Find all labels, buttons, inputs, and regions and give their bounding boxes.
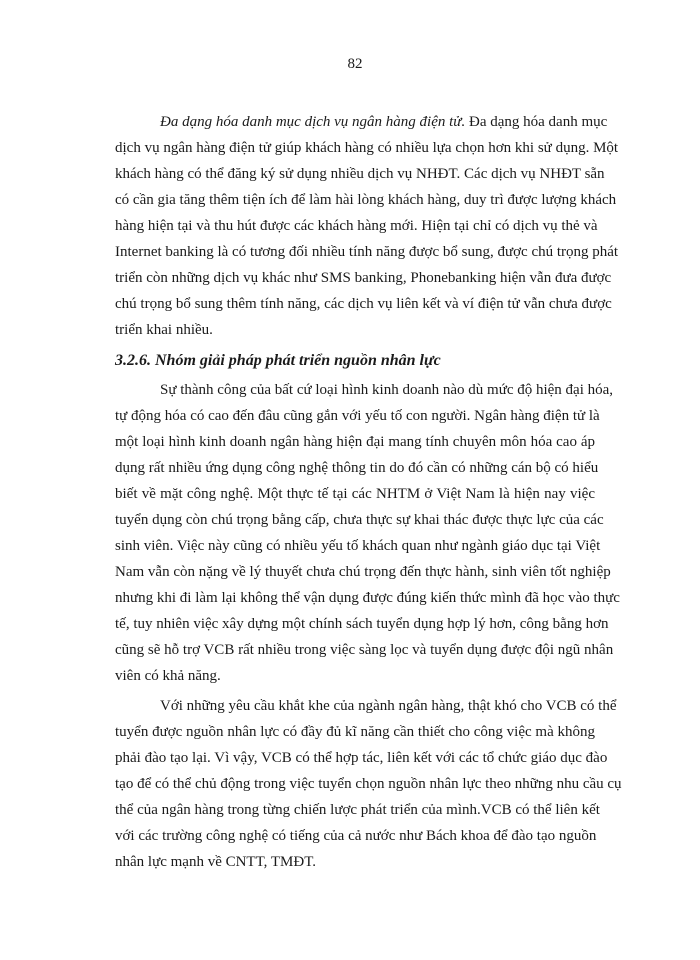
paragraph-2-line-8: Nam vẫn còn nặng về lý thuyết chưa chú trọng đến thực hành, sinh viên tốt nghiệp — [115, 564, 611, 580]
paragraph-2-line-2: tự động hóa có cao đến đâu cũng gắn với yếu tố con người. Ngân hàng điện tử là — [115, 408, 600, 424]
paragraph-3-line-1: Với những yêu cầu khắt khe của ngành ngân hàng, thật khó cho VCB có thể — [160, 698, 617, 714]
paragraph-3-line-2: tuyển được nguồn nhân lực có đầy đủ kĩ năng cần thiết cho công việc mà không — [115, 724, 595, 740]
paragraph-2-line-7: sinh viên. Việc này cũng có nhiều yếu tố khách quan như ngành giáo dục tại Việt — [115, 538, 601, 554]
paragraph-3-line-4: tạo để có thể chủ động trong việc tuyển chọn nguồn nhân lực theo những nhu cầu cụ — [115, 776, 622, 792]
paragraph-1-lead: Đa dạng hóa danh mục dịch vụ ngân hàng điện tử. — [160, 114, 466, 130]
paragraph-1-line-9: triển khai nhiều. — [115, 322, 213, 338]
paragraph-2-line-3: một loại hình kinh doanh ngân hàng hiện đại mang tính chuyên môn hóa cao áp — [115, 434, 595, 450]
paragraph-2-line-12: viên có khả năng. — [115, 668, 221, 684]
paragraph-1-line-5: hàng hiện tại và thu hút được các khách hàng mới. Hiện tại chỉ có dịch vụ thẻ và — [115, 218, 598, 234]
paragraph-1-line-8: chú trọng bổ sung thêm tính năng, các dịch vụ liên kết và ví điện tử vẫn chưa được — [115, 296, 612, 312]
paragraph-2-line-6: tuyển dụng còn chú trọng bằng cấp, chưa thực sự khai thác được thực lực của các — [115, 512, 604, 528]
paragraph-2-line-4: dụng rất nhiều ứng dụng công nghệ thông tin do đó cần có những cán bộ có hiểu — [115, 460, 599, 476]
paragraph-2-line-10: tế, tuy nhiên việc xây dựng một chính sách tuyển dụng hợp lý hơn, công bằng hơn — [115, 616, 609, 632]
page-number: 82 — [347, 56, 363, 72]
paragraph-2-line-11: cũng sẽ hỗ trợ VCB rất nhiều trong việc sàng lọc và tuyển dụng được đội ngũ nhân — [115, 642, 614, 658]
paragraph-1-line-3: khách hàng có thể đăng ký sử dụng nhiều dịch vụ NHĐT. Các dịch vụ NHĐT sẵn — [115, 166, 605, 182]
paragraph-1-line-4: có cần gia tăng thêm tiện ích để làm hài lòng khách hàng, duy trì được lượng khách — [115, 192, 617, 208]
paragraph-2-line-5: biết về mặt công nghệ. Một thực tế tại các NHTM ở Việt Nam là hiện nay việc — [115, 486, 595, 502]
paragraph-1-line-6: Internet banking là có tương đối nhiều tính năng được bổ sung, được chú trọng phát — [115, 244, 619, 260]
paragraph-3-line-7: nhân lực mạnh về CNTT, TMĐT. — [115, 854, 317, 870]
paragraph-1-line-1 — [115, 112, 608, 132]
paragraph-2-line-9: nhưng khi đi làm lại không thể vận dụng được đúng kiến thức mình đã học vào thực — [115, 590, 620, 606]
paragraph-3-line-3: phải đào tạo lại. Vì vậy, VCB có thể hợp tác, liên kết với các tổ chức giáo dục đào — [115, 750, 608, 766]
paragraph-3-line-6: với các trường công nghệ có tiếng của cả nước như Bách khoa để đào tạo nguồn — [115, 828, 597, 844]
paragraph-1-line-1-text: Đa dạng hóa danh mục — [465, 114, 608, 130]
paragraph-3-line-5: thể của ngân hàng trong từng chiến lược phát triển của mình.VCB có thể liên kết — [115, 802, 600, 818]
section-heading: 3.2.6. Nhóm giải pháp phát triển nguồn nhân lực — [115, 352, 441, 369]
paragraph-1-line-2: dịch vụ ngân hàng điện tử giúp khách hàng có nhiều lựa chọn hơn khi sử dụng. Một — [115, 140, 619, 156]
paragraph-2-line-1: Sự thành công của bất cứ loại hình kinh doanh nào dù mức độ hiện đại hóa, — [160, 382, 614, 398]
paragraph-1-line-7: triển còn những dịch vụ khác như SMS banking, Phonebanking hiện vẫn đưa được — [115, 270, 612, 286]
